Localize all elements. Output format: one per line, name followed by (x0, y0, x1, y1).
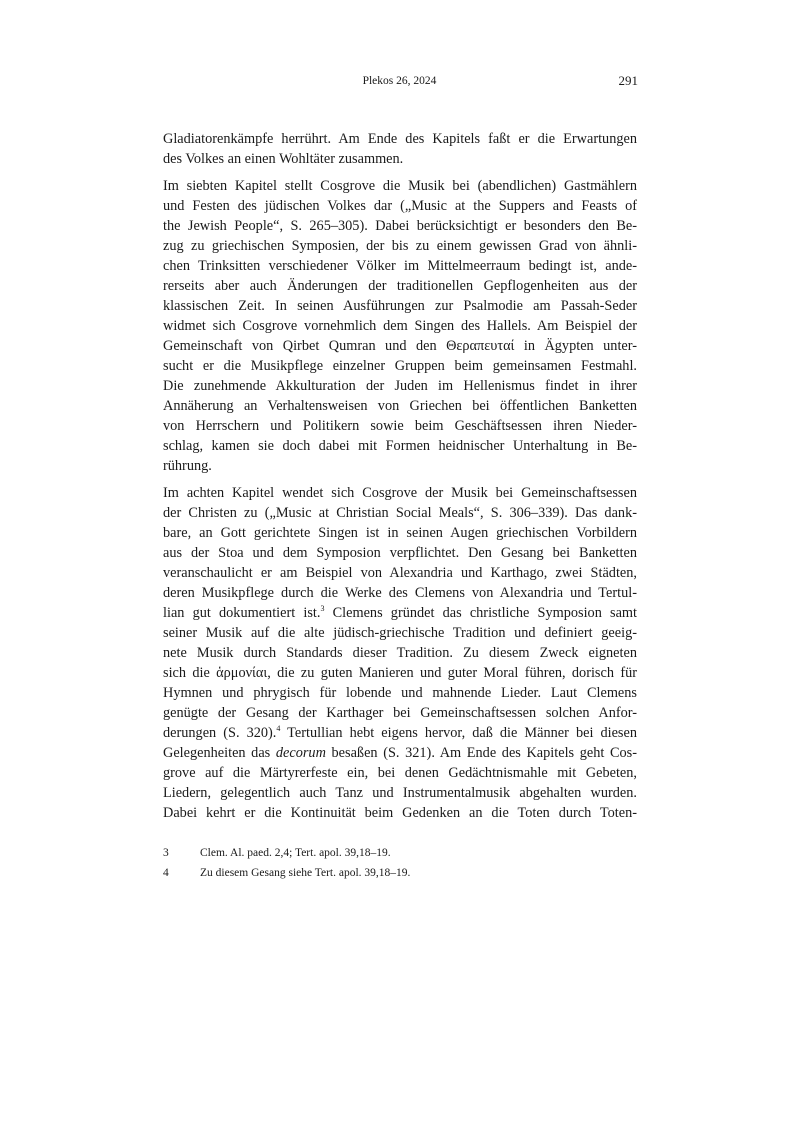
text-segment: Im achten Kapitel wendet sich Cosgrove der Musik bei Gemeinschaftsessen (163, 485, 637, 501)
text-segment: sich die ἁρμονίαι, die zu guten Manieren und guter Moral führen, dorisch für (163, 665, 637, 681)
text-line (163, 503, 637, 523)
footnote (163, 863, 637, 883)
text-segment: klassischen Zeit. In seinen Ausführungen zur Psalmodie am Passah-Seder (163, 298, 637, 314)
text-line (163, 416, 637, 436)
text-segment: veranschaulicht er am Beispiel von Alexandria und Karthago, zwei Städten, (163, 565, 637, 581)
footnote-text: Zu diesem Gesang siehe Tert. apol. 39,18–19. (200, 867, 411, 879)
text-segment: zug zu griechischen Symposien, der bis zu einem gewissen Grad von ähnli- (163, 238, 637, 254)
text-segment: Gemeinschaft von Qirbet Qumran und den Θεραπευταί in Ägypten unter- (163, 338, 637, 354)
text-line (163, 723, 637, 743)
text-line (163, 563, 637, 583)
text-line (163, 376, 637, 396)
text-segment: bare, an Gott gerichtete Singen ist in seinen Augen griechischen Vorbildern (163, 525, 637, 541)
footnote-number: 4 (163, 867, 169, 879)
body-text (163, 129, 637, 830)
text-segment: Annäherung an Verhaltensweisen von Griechen bei öffentlichen Banketten (163, 398, 637, 414)
footnote-text: Clem. Al. paed. 2,4; Tert. apol. 39,18–19. (200, 847, 391, 859)
text-line (163, 336, 637, 356)
text-segment: des Volkes an einen Wohltäter zusammen. (163, 151, 404, 167)
text-line (163, 643, 637, 663)
text-line (163, 149, 637, 169)
text-segment: deren Musikpflege durch die Werke des Clemens von Alexandria und Tertul- (163, 585, 637, 601)
footnote-reference: 4 (276, 724, 281, 733)
text-line (163, 663, 637, 683)
text-line (163, 483, 637, 503)
text-segment: the Jewish People“, S. 265–305). Dabei berücksichtigt er besonders den Be- (163, 218, 637, 234)
text-line (163, 583, 637, 603)
footnote (163, 843, 637, 863)
text-segment: widmet sich Cosgrove vornehmlich dem Singen des Hallels. Am Beispiel der (163, 318, 637, 334)
text-segment: Die zunehmende Akkulturation der Juden im Hellenismus findet in ihrer (163, 378, 637, 394)
text-line (163, 296, 637, 316)
text-line (163, 803, 637, 823)
text-segment: schlag, kamen sie doch dabei mit Formen heidnischer Unterhaltung in Be- (163, 438, 637, 454)
text-segment: aus der Stoa und dem Symposion verpflichtet. Den Gesang bei Banketten (163, 545, 637, 561)
text-segment: Gladiatorenkämpfe herrührt. Am Ende des Kapitels faßt er die Erwartungen (163, 131, 637, 147)
text-line (163, 703, 637, 723)
text-line (163, 276, 637, 296)
text-segment: seiner Musik auf die alte jüdisch-griechische Tradition und definiert geeig- (163, 625, 637, 641)
text-segment: rerseits aber auch Änderungen der traditionellen Gepflogenheiten aus der (163, 278, 637, 294)
italic-term: decorum (275, 745, 326, 761)
text-segment: derungen (S. 320). (163, 725, 277, 741)
text-segment: Hymnen und phrygisch für lobende und mahnende Lieder. Laut Clemens (163, 685, 637, 701)
text-segment: lian gut dokumentiert ist. (163, 605, 321, 621)
text-line (163, 316, 637, 336)
text-segment: Gelegenheiten das (163, 745, 276, 761)
text-line (163, 763, 637, 783)
paragraph (163, 176, 637, 476)
text-segment: Dabei kehrt er die Kontinuität beim Gedenken an die Toten durch Toten- (163, 805, 637, 821)
text-line (163, 176, 637, 196)
text-line (163, 436, 637, 456)
text-segment: Clemens gründet das christliche Symposion samt (324, 605, 638, 621)
text-line (163, 236, 637, 256)
text-line (163, 623, 637, 643)
paragraph (163, 129, 637, 169)
text-segment: nete Musik durch Standards dieser Tradition. Zu diesem Zweck eigneten (163, 645, 637, 661)
text-line (163, 256, 637, 276)
text-segment: sucht er die Musikpflege einzelner Gruppen beim gemeinsamen Festmahl. (163, 358, 637, 374)
running-header: Plekos 26, 2024 (362, 75, 437, 87)
text-segment: besaßen (S. 321). Am Ende des Kapitels geht Cos- (325, 745, 637, 761)
text-segment: chen Trinksitten verschiedener Völker im Mittelmeerraum bedingt ist, ande- (163, 258, 637, 274)
text-segment: der Christen zu („Music at Christian Social Meals“, S. 306–339). Das dank- (163, 505, 637, 521)
text-line (163, 603, 637, 623)
text-line (163, 216, 637, 236)
text-line (163, 523, 637, 543)
text-line (163, 783, 637, 803)
text-segment: genügte der Gesang der Karthager bei Gemeinschaftsessen solchen Anfor- (163, 705, 637, 721)
text-line (163, 396, 637, 416)
text-line (163, 683, 637, 703)
text-line (163, 456, 637, 476)
text-segment: rührung. (163, 458, 212, 474)
text-segment: von Herrschern und Politikern sowie beim Geschäftsessen ihren Nieder- (163, 418, 637, 434)
footnotes (163, 843, 637, 883)
text-line (163, 196, 637, 216)
text-segment: und Festen des jüdischen Volkes dar („Music at the Suppers and Feasts of (163, 198, 637, 214)
text-line (163, 129, 637, 149)
text-segment: grove auf die Märtyrerfeste ein, bei denen Gedächtnismahle mit Gebeten, (163, 765, 637, 781)
text-segment: Liedern, gelegentlich auch Tanz und Instrumentalmusik abgehalten wurden. (163, 785, 637, 801)
text-line (163, 743, 637, 763)
page-number: 291 (618, 73, 638, 88)
text-segment: Tertullian hebt eigens hervor, daß die Männer bei diesen (280, 725, 637, 741)
text-line (163, 543, 637, 563)
footnote-reference: 3 (320, 604, 325, 613)
text-segment: Im siebten Kapitel stellt Cosgrove die Musik bei (abendlichen) Gastmählern (163, 178, 637, 194)
paragraph (163, 483, 637, 823)
text-line (163, 356, 637, 376)
footnote-number: 3 (163, 847, 169, 859)
